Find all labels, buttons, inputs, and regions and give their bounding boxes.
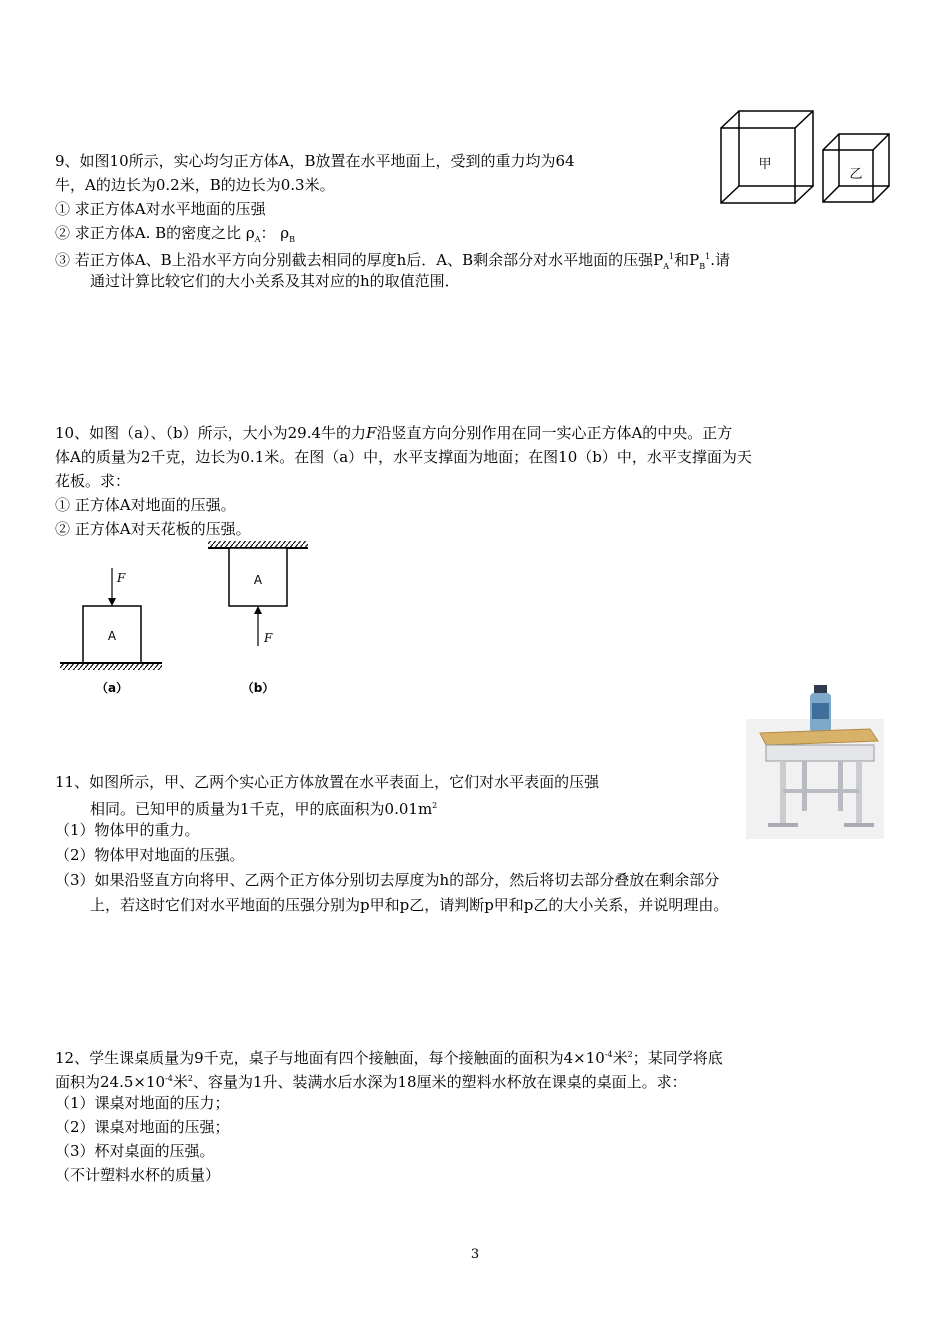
q12-item3: （3）杯对桌面的压强。 [55,1142,215,1160]
pb-sub: B [699,262,706,271]
q12-item1: （1）课桌对地面的压力； [55,1094,230,1112]
q12-line2-sup2: 2 [187,1074,193,1083]
q12-line2-c: 、容量为1升、装满水后水深为18厘米的塑料水杯放在课桌的桌面上。求： [192,1073,687,1091]
force-label-a: F [117,571,126,585]
area-unit-sup: 2 [432,801,438,810]
q9-item3-end: .请 [710,251,730,269]
q12-line1-b: 米 [612,1049,628,1067]
q10-line1-prefix: 10、如图（a）、（b）所示，大小为29.4牛的力 [55,424,367,442]
q9-item2-text: ② 求正方体A. B的密度之比 ρ [55,224,255,242]
force-label-b: F [264,631,273,645]
q12-item2: （2）课桌对地面的压强； [55,1118,230,1136]
pa-sup: 1 [669,252,675,261]
q9-item3-and: 和P [674,251,700,269]
caption-a: （a） [95,681,129,695]
q11-item3-line1: （3）如果沿竖直方向将甲、乙两个正方体分别切去厚度为h的部分，然后将切去部分叠放在剩余部分 [55,871,720,889]
cube-jia-label: 甲 [758,157,772,172]
q11-line1: 11、如图所示，甲、乙两个实心正方体放置在水平表面上，它们对水平表面的压强 [55,773,600,791]
q11-line2 [90,794,437,821]
q9-line2: 牛，A的边长为0.2米，B的边长为0.3米。 [55,176,335,194]
q11-item2: （2）物体甲对地面的压强。 [55,846,245,864]
caption-b: （b） [241,681,275,695]
q9-item2-mid: ： ρ [260,224,290,242]
q11-item3-line2: 上，若这时它们对水平地面的压强分别为p甲和p乙，请判断p甲和p乙的大小关系，并说明理由。 [90,896,729,914]
page-number: 3 [470,1247,480,1262]
q10-figure-a [55,560,170,705]
force-symbol: F [366,424,377,442]
q9-line1: 9、如图10所示，实心均匀正方体A，B放置在水平地面上，受到的重力均为64 [55,152,575,170]
q10-line1-suffix: 沿竖直方向分别作用在同一实心正方体A的中央。正方 [376,424,733,442]
q10-item1: ① 正方体A对地面的压强。 [55,496,236,514]
q10-item2: ② 正方体A对天花板的压强。 [55,520,251,538]
arrow-down-icon [108,598,116,606]
q12-line1-sup2: 2 [627,1050,633,1059]
q10-line1 [55,421,732,445]
q12-line2-a: 面积为24.5×10 [55,1073,166,1091]
cube-yi-label: 乙 [849,167,863,182]
water-bottle-icon [810,685,831,733]
pa-sub: A [663,262,670,271]
q12-line1 [55,1043,723,1070]
q9-item3-line2: 通过计算比较它们的大小关系及其对应的h的取值范围． [90,272,460,290]
q12-line1-a: 12、学生课桌质量为9千克，桌子与地面有四个接触面，每个接触面的面积为4×10 [55,1049,605,1067]
q11-line2-text: 相同。已知甲的质量为1千克，甲的底面积为0.01m [90,800,433,818]
q9-cubes-figure [718,108,898,208]
q11-desk-photo [746,683,884,839]
q12-note: （不计塑料水杯的质量） [55,1166,221,1184]
q11-item1: （1）物体甲的重力。 [55,821,200,839]
q12-line1-c: ；某同学将底 [632,1049,723,1067]
pb-sup: 1 [705,252,711,261]
ceiling-hatch [208,541,308,547]
block-b-label: A [253,573,263,587]
q12-line2 [55,1067,687,1094]
block-a-label: A [107,629,117,643]
ground-hatch [60,664,162,670]
q9-item3-text: ③ 若正方体A、B上沿水平方向分别截去相同的厚度h后．A、B剩余部分对水平地面的压强P [55,251,664,269]
q10-line2: 体A的质量为2千克，边长为0.1米。在图（a）中，水平支撑面为地面；在图10（b）中，水平支撑面为天 [55,448,752,466]
q10-line3: 花板。求： [55,472,131,490]
rho-a-sub: A [254,235,261,244]
rho-b-sub: B [289,235,296,244]
q10-figure-b [203,538,313,705]
q9-item1: ① 求正方体A对水平地面的压强 [55,200,266,218]
q12-line2-b: 米 [172,1073,188,1091]
q12-line1-sup1: -4 [604,1050,613,1059]
q12-line2-sup1: -4 [165,1074,173,1083]
